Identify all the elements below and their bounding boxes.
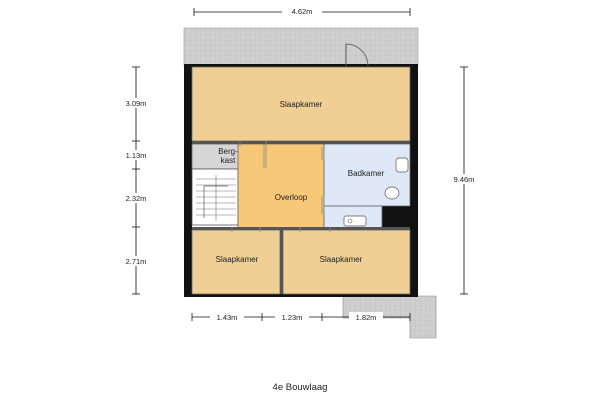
sink-icon: [396, 158, 408, 172]
svg-text:1.13m: 1.13m: [125, 151, 147, 160]
svg-text:1.23m: 1.23m: [281, 313, 303, 322]
wall-bath-corner: [382, 206, 418, 230]
svg-text:9.46m: 9.46m: [453, 175, 475, 184]
svg-text:1.43m: 1.43m: [216, 313, 238, 322]
dimension-left: [118, 67, 154, 294]
label-bedroom-bottom-left: Slaapkamer: [215, 255, 259, 264]
dimension-top: [194, 6, 410, 16]
svg-text:1.82m: 1.82m: [355, 313, 377, 322]
label-landing: Overloop: [274, 193, 308, 202]
dimension-bottom: [192, 312, 410, 322]
label-bathroom: Badkamer: [347, 169, 385, 178]
label-storage-1: Berg-: [218, 147, 238, 156]
wall-top: [184, 64, 418, 67]
room-landing: [238, 144, 324, 228]
label-bedroom-bottom-right: Slaapkamer: [319, 255, 363, 264]
dimension-right: [446, 67, 482, 294]
svg-text:2.32m: 2.32m: [125, 194, 147, 203]
washbasin-icon: [344, 216, 366, 226]
wall-right: [410, 66, 418, 296]
svg-text:4.62m: 4.62m: [291, 7, 313, 16]
label-storage-2: kast: [220, 156, 236, 165]
wall-bottom: [184, 294, 418, 297]
inner-wall-v1: [280, 230, 283, 294]
svg-text:2.71m: 2.71m: [125, 257, 147, 266]
wall-left: [184, 66, 192, 296]
toilet-icon: [385, 187, 399, 199]
balcony-top: [184, 28, 418, 66]
svg-text:3.09m: 3.09m: [125, 99, 147, 108]
inner-wall-h2: [192, 227, 410, 230]
floor-caption: 4e Bouwlaag: [272, 382, 328, 393]
label-bedroom-top: Slaapkamer: [279, 100, 323, 109]
inner-wall-h1: [192, 141, 410, 144]
